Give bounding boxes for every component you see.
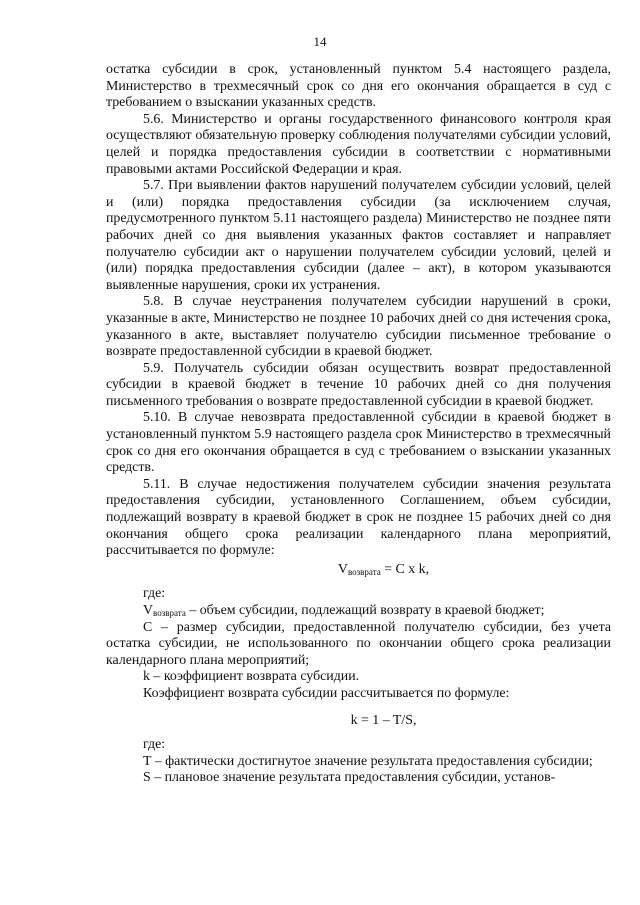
where-label-2: где: <box>143 737 166 753</box>
definition-v-symbol: V <box>143 603 154 618</box>
definition-v-text: – объем субсидии, подлежащий возврату в краевой бюджет; <box>185 603 545 618</box>
paragraph-5-11: 5.11. В случае недостижения получателем субсидии значения результата предоставления субсидии, установленного Соглашением, объем субсидии, подлежащий возврату в краевой бюджет в срок не позднее 15 рабочих дней со дня окончания общего срока реализации календарного плана мероприятий, рассчитывается по формуле: <box>106 476 611 559</box>
formula-v-subscript: возврата <box>347 566 381 577</box>
definition-v-subscript: возврата <box>153 608 186 618</box>
definition-t: T – фактически достигнутое значение результата предоставления субсидии; <box>143 753 593 769</box>
formula-v-rhs: = C x k, <box>380 561 430 577</box>
paragraph-5-8: 5.8. В случае неустранения получателем субсидии нарушений в сроки, указанные в акте, Министерство не позднее 10 рабочих дней со дня истечения срока, указанного в акте, выставляет получателю субсидии письменное требование о возврате предоставленной субсидии в краевой бюджет. <box>106 294 611 360</box>
definition-s: S – плановое значение результата предоставления субсидии, установ- <box>143 770 556 786</box>
where-label-1: где: <box>143 586 166 602</box>
formula-v-symbol: V <box>337 561 348 577</box>
paragraph-5-10: 5.10. В случае невозврата предоставленной субсидии в краевой бюджет в установленный пунктом 5.9 настоящего раздела срок Министерство в трехмесячный срок со дня его окончания обращается в суд с требованием о взыскании указанных средств. <box>106 410 611 476</box>
definition-c: C – размер субсидии, предоставленной получателю субсидии, без учета остатка субсидии, не использованного по окончании общего срока реализации календарного плана мероприятий; <box>106 619 611 668</box>
formula-k: k = 1 – T/S, <box>350 712 417 728</box>
definition-v <box>106 603 611 620</box>
page-number: 14 <box>313 34 327 49</box>
paragraph-5-7: 5.7. При выявлении фактов нарушений получателем субсидии условий, целей и (или) порядка предоставления субсидии (за исключением случая, предусмотренного пунктом 5.11 настоящего раздела) Министерство не позднее пяти рабочих дней со дня выявления указанных фактов составляет и направляет получателю субсидии акт о нарушении получателем субсидии условий, целей и (или) порядка предоставления субсидии (далее – акт), в котором указываются выявленные нарушения, сроки их устранения. <box>106 178 611 293</box>
document-body <box>106 62 611 787</box>
formula-v-return <box>106 562 611 579</box>
paragraph-5-6: 5.6. Министерство и органы государственного финансового контроля края осуществляют обязательную проверку соблюдения получателями субсидии условий, целей и порядка предоставления субсидии в соответствии с нормативными правовыми актами Российской Федерации и края. <box>106 111 611 177</box>
k-formula-intro: Коэффициент возврата субсидии рассчитывается по формуле: <box>143 685 510 701</box>
continuation-paragraph: остатка субсидии в срок, установленный пунктом 5.4 настоящего раздела, Министерство в трехмесячный срок со дня его окончания обращается в суд с требованием о взыскании указанных средств. <box>106 62 611 111</box>
definition-k: k – коэффициент возврата субсидии. <box>143 669 360 685</box>
paragraph-5-9: 5.9. Получатель субсидии обязан осуществить возврат предоставленной субсидии в краевой бюджет в течение 10 рабочих дней со дня получения письменного требования о возврате предоставленной субсидии в краевой бюджет. <box>106 360 611 409</box>
